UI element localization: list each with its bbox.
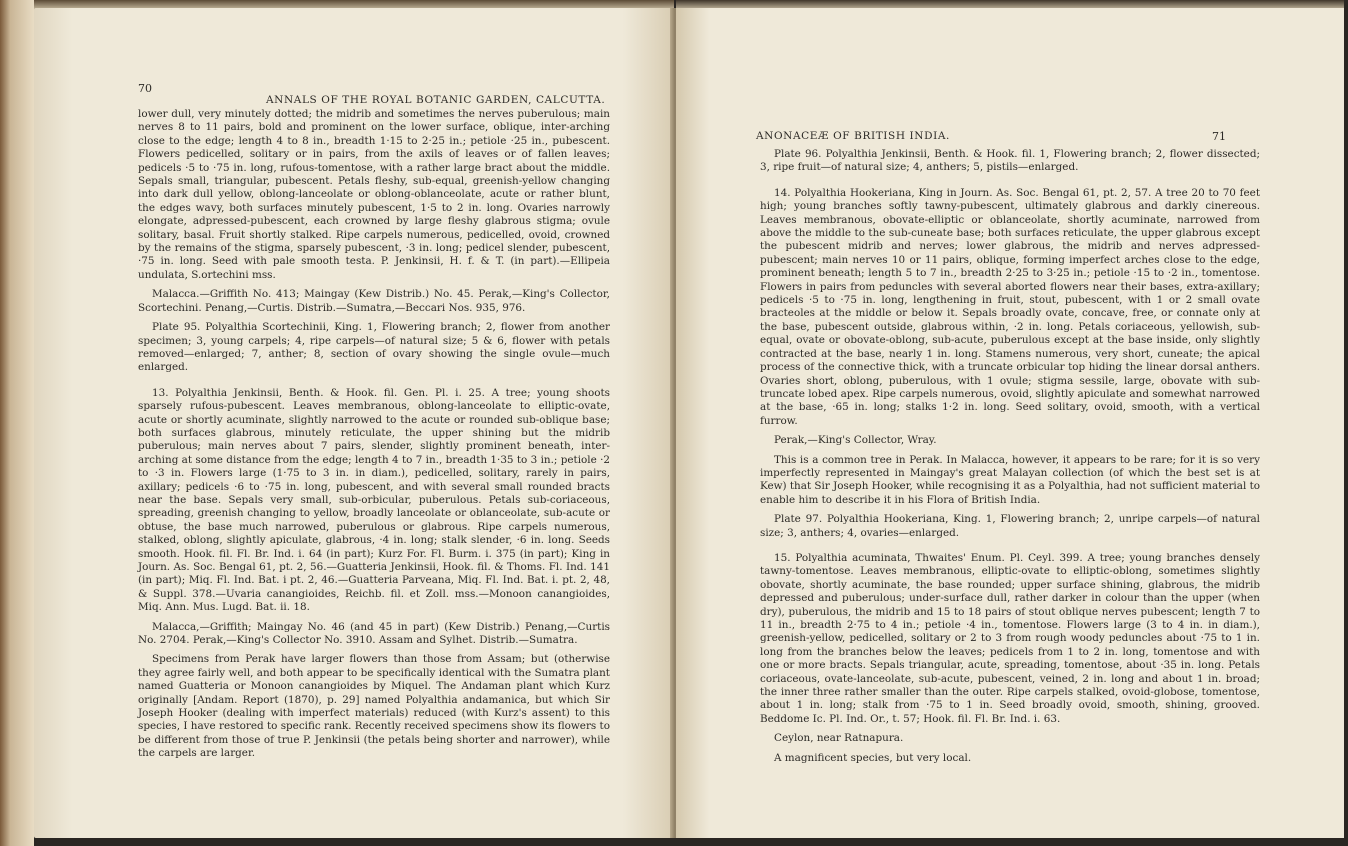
left-running-head: ANNALS OF THE ROYAL BOTANIC GARDEN, CALCUTTA. [266, 94, 606, 106]
paragraph: Perak,—King's Collector, Wray. [774, 434, 937, 447]
species-entry: 15. Polyalthia acuminata, Thwaites' Enum. Pl. Ceyl. 399. A tree; young branches densely tawny-tomentose. Leaves membranous, elliptic-ovate to elliptic-oblong, sometimes slightly obovate, shortly acuminate, the base rounded; upper surface shining, glabrous, the midrib depressed and puberulous; under-surface dull, rather darker in colour than the upper (when dry), puberulous, the midrib and 15 to 18 pairs of stout oblique nerves pubescent; length 7 to 11 in., breadth 2·75 to 4 in.; petiole ·4 in., tomentose. Flowers large (3 to 4 in. in diam.), greenish-yellow, pedicelled, solitary or 2 to 3 from rough woody peduncles about ·75 to 1 in. long from the branches below the leaves; pedicels from 1 to 2 in. long, tomentose and with one or more bracts. Sepals triangular, acute, spreading, tomentose, about ·35 in. long. Petals coriaceous, ovate-lanceolate, sub-acute, pubescent, veined, 2 in. long and about 1 in. broad; the inner three rather smaller than the outer. Ripe carpels stalked, ovoid-globose, tomentose, about 1 in. long; stalk from ·75 to 1 in. Seed broadly ovoid, smooth, shining, grooved. Beddome Ic. Pl. Ind. Or., t. 57; Hook. fil. Fl. Br. Ind. i. 63. [760, 551, 1260, 725]
left-page-body [138, 108, 610, 767]
paragraph: Malacca,—Griffith; Maingay No. 46 (and 45 in part) (Kew Distrib.) Penang,—Curtis No. 2704. Perak,—King's Collector No. 3910. Assam and Sylhet. Distrib.—Sumatra. [138, 620, 610, 647]
right-running-head: ANONACEÆ OF BRITISH INDIA. [756, 130, 950, 142]
right-page [676, 8, 1344, 838]
paragraph: lower dull, very minutely dotted; the midrib and sometimes the nerves puberulous; main nerves 8 to 11 pairs, bold and prominent on the lower surface, oblique, inter-arching close to the edge; length 4 to 8 in., breadth 1·15 to 2·25 in.; petiole ·25 in., pubescent. Flowers pedicelled, solitary or in pairs, from the axils of leaves or of fallen leaves; pedicels ·5 to ·75 in. long, rufous-tomentose, with a rather large bract about the middle. Sepals small, triangular, pubescent. Petals fleshy, sub-equal, greenish-yellow changing into dark dull yellow, oblong-lanceolate or oblong-oblanceolate, acute or rather blunt, the edges wavy, both surfaces minutely pubescent, 1·5 to 2 in. long. Ovaries narrowly elongate, adpressed-pubescent, each crowned by large fleshy glabrous stigma; ovule solitary, basal. Fruit shortly stalked. Ripe carpels numerous, pedicelled, ovoid, crowned by the remains of the stigma, sparsely pubescent, ·3 in. long; pedicel slender, pubescent, ·75 in. long. Seed with pale smooth testa. P. Jenkinsii, H. f. & T. (in part).—Ellipeia undulata, S.ortechini mss. [138, 108, 610, 281]
plate-caption: Plate 96. Polyalthia Jenkinsii, Benth. & Hook. fil. 1, Flowering branch; 2, flower dissected; 3, ripe fruit—of natural size; 4, anthers; 5, pistils—enlarged. [760, 148, 1260, 174]
left-page-number: 70 [138, 82, 152, 95]
book-binding-edge [0, 0, 34, 846]
paragraph: A magnificent species, but very local. [774, 751, 972, 764]
plate-caption: Plate 95. Polyalthia Scortechinii, King. 1, Flowering branch; 2, flower from another specimen; 3, young carpels; 4, ripe carpels—of natural size; 5 & 6, flower with petals removed—enlarged; 7, anther; 8, section of ovary showing the single ovule—much enlarged. [138, 321, 610, 374]
species-entry: 13. Polyalthia Jenkinsii, Benth. & Hook. fil. Gen. Pl. i. 25. A tree; young shoots sparsely rufous-pubescent. Leaves membranous, oblong-lanceolate to elliptic-ovate, acute or shortly acuminate, slightly narrowed to the acute or rounded sub-oblique base; both surfaces glabrous, minutely reticulate, the upper shining but the midrib puberulous; main nerves about 7 pairs, slender, slightly prominent beneath, inter-arching at some distance from the edge; length 4 to 7 in., breadth 1·35 to 3 in.; petiole ·2 to ·3 in. Flowers large (1·75 to 3 in. in diam.), pedicelled, solitary, rarely in pairs, axillary; pedicels ·6 to ·75 in. long, pubescent, and with several small rounded bracts near the base. Sepals very small, sub-orbicular, puberulous. Petals sub-coriaceous, spreading, greenish changing to yellow, broadly lanceolate or oblanceolate, sub-acute or obtuse, the base much narrowed, puberulous or glabrous. Ripe carpels numerous, stalked, oblong, slightly apiculate, glabrous, ·4 in. long; stalk slender, ·6 in. long. Seeds smooth. Hook. fil. Fl. Br. Ind. i. 64 (in part); Kurz For. Fl. Burm. i. 375 (in part); King in Journ. As. Soc. Bengal 61, pt. 2, 56.—Guatteria Jenkinsii, Hook. fil. & Thoms. Fl. Ind. 141 (in part); Miq. Fl. Ind. Bat. i pt. 2, 46.—Guatteria Parveana, Miq. Fl. Ind. Bat. i. pt. 2, 48, & Suppl. 378.—Uvaria canangioides, Reichb. fil. et Zoll. mss.—Monoon canangioides, Miq. Ann. Mus. Lugd. Bat. ii. 18. [138, 386, 610, 614]
plate-caption: Plate 97. Polyalthia Hookeriana, King. 1, Flowering branch; 2, unripe carpels—of natural size; 3, anthers; 4, ovaries—enlarged. [760, 513, 1260, 539]
right-page-body [760, 148, 1260, 771]
paragraph: Malacca.—Griffith No. 413; Maingay (Kew Distrib.) No. 45. Perak,—King's Collector, Scortechini. Penang,—Curtis. Distrib.—Sumatra,—Beccari Nos. 935, 976. [138, 288, 610, 314]
paragraph: Ceylon, near Ratnapura. [774, 732, 904, 745]
paragraph: Specimens from Perak have larger flowers than those from Assam; but (otherwise they agree fairly well, and both appear to be specifically identical with the Sumatra plant named Guatteria or Monoon canangioides by Miquel. The Andaman plant which Kurz originally [Andam. Report (1870), p. 29] named Polyalthia andamanica, but which Sir Joseph Hooker (dealing with imperfect materials) reduced (with Kurz's assent) to this species, I have restored to specific rank. Recently received specimens show its flowers to be different from those of true P. Jenkinsii (the petals being shorter and narrower), while the carpels are larger. [138, 653, 610, 760]
left-page [34, 8, 674, 838]
species-entry: 14. Polyalthia Hookeriana, King in Journ. As. Soc. Bengal 61, pt. 2, 57. A tree 20 to 70 feet high; young branches softly tawny-pubescent, ultimately glabrous and darkly cinereous. Leaves membranous, obovate-elliptic or oblanceolate, shortly acuminate, narrowed from above the middle to the sub-cuneate base; both surfaces reticulate, the upper glabrous except the pubescent midrib and nerves; lower glabrous, the midrib and nerves adpressed-pubescent; main nerves 10 or 11 pairs, oblique, forming imperfect arches close to the edge, prominent beneath; length 5 to 7 in., breadth 2·25 to 3·25 in.; petiole ·15 to ·2 in., tomentose. Flowers in pairs from peduncles with several aborted flowers near their bases, extra-axillary; pedicels ·5 to ·75 in. long, lengthening in fruit, stout, pubescent, with 1 or 2 small ovate bracteoles at the middle or below it. Sepals broadly ovate, concave, free, or connate only at the base, pubescent outside, glabrous within, ·2 in. long. Petals coriaceous, yellowish, sub-equal, ovate or obovate-oblong, sub-acute, puberulous except at the base inside, only slightly contracted at the base, nearly 1 in. long. Stamens numerous, very short, cuneate; the apical process of the connective thick, with a truncate orbicular top hiding the linear dorsal anthers. Ovaries short, oblong, puberulous, with 1 ovule; stigma sessile, large, obovate with sub-truncate lobed apex. Ripe carpels numerous, ovoid, slightly apiculate and somewhat narrowed at the base, ·65 in. long; stalks 1·2 in. long. Seed solitary, ovoid, smooth, with a vertical furrow. [760, 186, 1260, 427]
right-page-number: 71 [1212, 130, 1226, 143]
paragraph: This is a common tree in Perak. In Malacca, however, it appears to be rare; for it is so very imperfectly represented in Maingay's great Malayan collection (of which the best set is at Kew) that Sir Joseph Hooker, while recognising it as a Polyalthia, had not sufficient material to enable him to describe it in his Flora of British India. [760, 453, 1261, 506]
